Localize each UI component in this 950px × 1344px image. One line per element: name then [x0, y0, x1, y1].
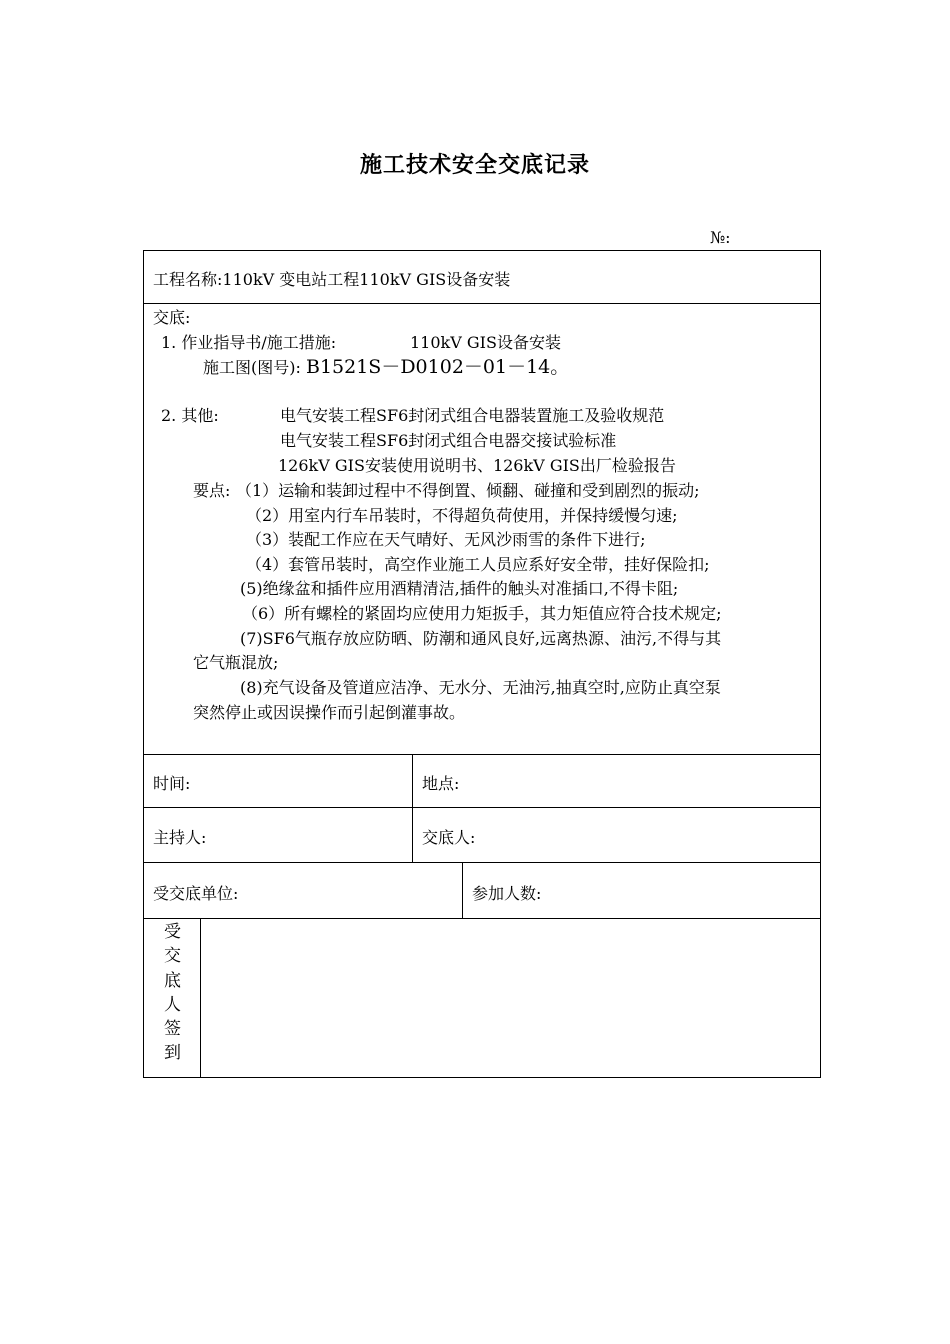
- signature-label-char: 到: [164, 1043, 181, 1064]
- drawing-number: B1521S－D0102－01－14。: [305, 356, 570, 378]
- column-divider: [412, 754, 413, 862]
- document-number-label: №:: [710, 228, 731, 247]
- signature-label-char: 人: [164, 994, 181, 1015]
- item1-value: 110kV GIS设备安装: [410, 333, 561, 352]
- key-point-item: （4）套管吊装时，高空作业施工人员应系好安全带，挂好保险扣;: [246, 555, 710, 574]
- key-points-label: 要点:: [193, 481, 231, 500]
- row-divider: [144, 303, 820, 304]
- presenter-label: 交底人:: [422, 828, 476, 847]
- page-title: 施工技术安全交底记录: [359, 152, 590, 178]
- attendees-label: 参加人数:: [472, 884, 542, 903]
- recipient-unit-label: 受交底单位:: [153, 884, 239, 903]
- key-point-item: （2）用室内行车吊装时，不得超负荷使用，并保持缓慢匀速;: [246, 506, 678, 525]
- drawing-label: 施工图(图号):: [203, 358, 301, 377]
- key-point-item: 突然停止或因误操作而引起倒灌事故。: [193, 703, 466, 722]
- reference-item: 电气安装工程SF6封闭式组合电器装置施工及验收规范: [280, 406, 665, 425]
- project-name-value: 110kV 变电站工程110kV GIS设备安装: [222, 270, 511, 289]
- location-label: 地点:: [422, 774, 460, 793]
- signature-label-char: 交: [164, 946, 181, 967]
- key-point-item: （1）运输和装卸过程中不得倒置、倾翻、碰撞和受到剧烈的振动;: [236, 481, 700, 500]
- briefing-record-form: [143, 250, 821, 1078]
- drawing-row: [203, 355, 569, 381]
- project-name-label: 工程名称:: [153, 270, 223, 289]
- signature-label-char: 签: [164, 1019, 181, 1040]
- reference-item: 126kV GIS安装使用说明书、126kV GIS出厂检验报告: [278, 456, 676, 475]
- signature-label: [144, 920, 201, 1066]
- key-point-item: 它气瓶混放;: [193, 653, 279, 672]
- signature-label-char: 底: [164, 970, 181, 991]
- signature-area[interactable]: [201, 919, 820, 1077]
- row-divider: [144, 862, 820, 863]
- row-divider: [144, 807, 820, 808]
- key-point-item: (7)SF6气瓶存放应防晒、防潮和通风良好,远离热源、油污,不得与其: [240, 629, 722, 648]
- item1-label: 1. 作业指导书/施工措施:: [161, 333, 337, 352]
- column-divider: [462, 862, 463, 918]
- briefing-label: 交底:: [153, 308, 191, 327]
- reference-item: 电气安装工程SF6封闭式组合电器交接试验标准: [280, 431, 617, 450]
- project-name-row: [153, 267, 510, 290]
- signature-label-char: 受: [164, 922, 181, 942]
- host-label: 主持人:: [153, 828, 207, 847]
- key-point-item: （3）装配工作应在天气晴好、无风沙雨雪的条件下进行;: [246, 530, 646, 549]
- key-point-item: （6）所有螺栓的紧固均应使用力矩扳手，其力矩值应符合技术规定;: [242, 604, 722, 623]
- key-point-item: (5)绝缘盆和插件应用酒精清洁,插件的触头对准插口,不得卡阻;: [240, 579, 679, 598]
- key-point-item: (8)充气设备及管道应洁净、无水分、无油污,抽真空时,应防止真空泵: [240, 678, 721, 697]
- item2-label: 2. 其他:: [161, 406, 219, 425]
- time-label: 时间:: [153, 774, 191, 793]
- row-divider: [144, 754, 820, 755]
